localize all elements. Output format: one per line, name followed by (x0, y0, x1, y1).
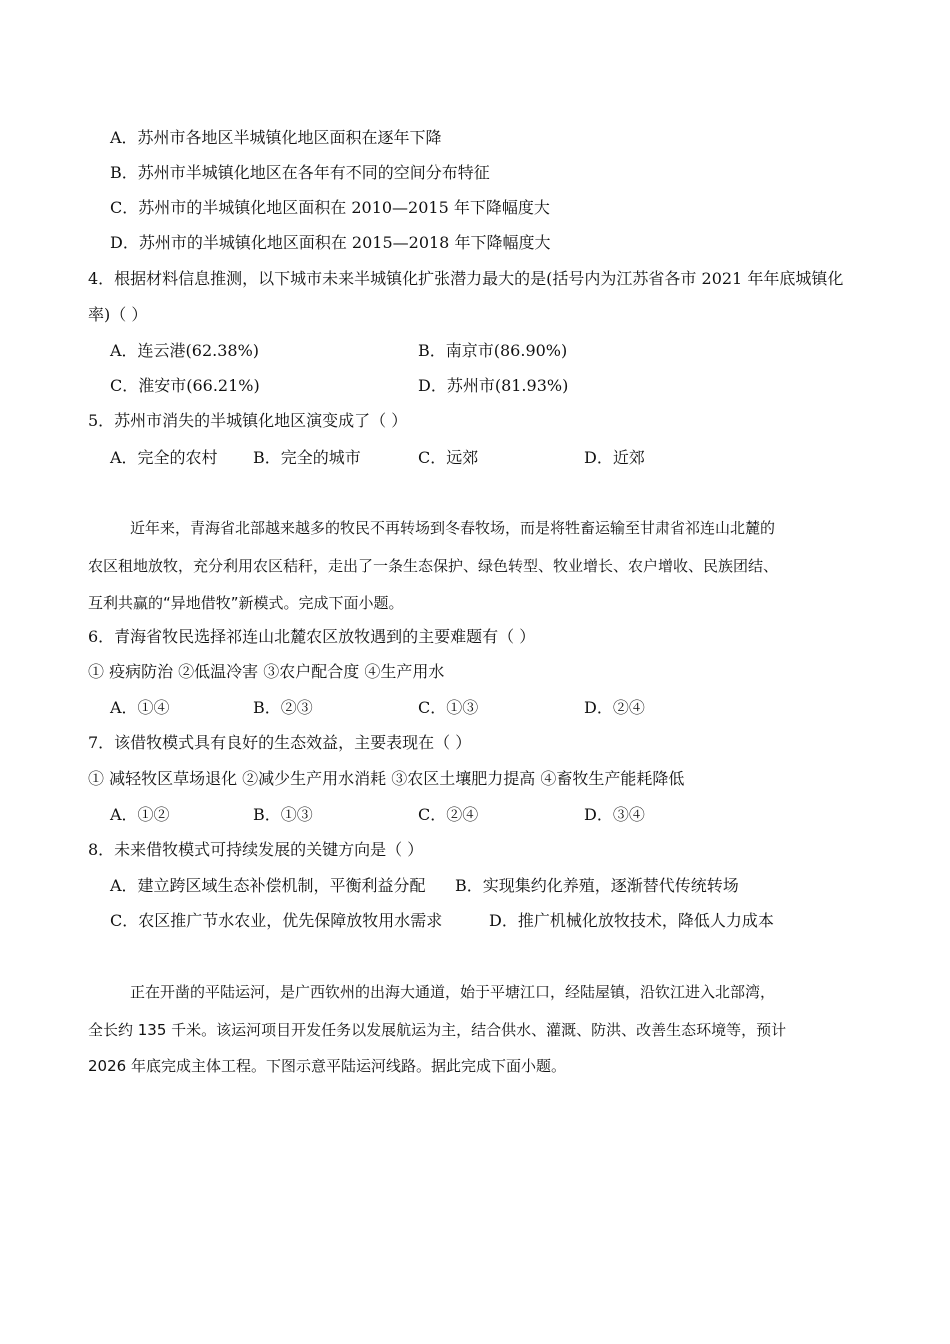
q6-option-c: C．①③ (418, 698, 479, 717)
q4-stem: 4．根据材料信息推测，以下城市未来半城镇化扩张潜力最大的是(括号内为江苏省各市 2021 年年底城镇化 (88, 269, 844, 288)
passage2-line-2: 全长约 135 千米。该运河项目开发任务以发展航运为主，结合供水、灌溉、防洪、改善生态环境等，预计 (88, 1021, 787, 1039)
q7-option-a: A．①② (110, 805, 170, 824)
q7-items: ① 减轻牧区草场退化 ②减少生产用水消耗 ③农区土壤肥力提高 ④畜牧生产能耗降低 (88, 769, 685, 788)
passage2-line-1: 正在开凿的平陆运河，是广西钦州的出海大通道，始于平塘江口，经陆屋镇，沿钦江进入北部湾， (130, 983, 776, 1001)
q7-option-d: D．③④ (584, 805, 645, 824)
q5-option-d: D．近郊 (584, 448, 645, 467)
passage2-line-3: 2026 年底完成主体工程。下图示意平陆运河线路。据此完成下面小题。 (88, 1057, 566, 1075)
q4-option-c: C．淮安市(66.21%) (110, 376, 260, 395)
q5-option-a: A．完全的农村 (110, 448, 218, 467)
q5-stem: 5．苏州市消失的半城镇化地区演变成了（ ） (88, 411, 408, 430)
q6-option-b: B．②③ (253, 698, 313, 717)
q6-items: ① 疫病防治 ②低温冷害 ③农户配合度 ④生产用水 (88, 662, 445, 681)
q3-option-a: A．苏州市各地区半城镇化地区面积在逐年下降 (110, 128, 442, 147)
q4-option-d: D．苏州市(81.93%) (418, 376, 569, 395)
q4-option-a: A．连云港(62.38%) (110, 341, 260, 360)
q3-option-d: D．苏州市的半城镇化地区面积在 2015—2018 年下降幅度大 (110, 233, 551, 252)
q8-stem: 8．未来借牧模式可持续发展的关键方向是（ ） (88, 840, 424, 859)
q8-option-b: B．实现集约化养殖，逐渐替代传统转场 (455, 876, 739, 895)
q5-option-b: B．完全的城市 (253, 448, 361, 467)
q5-option-c: C．远郊 (418, 448, 479, 467)
q7-option-b: B．①③ (253, 805, 313, 824)
q6-option-a: A．①④ (110, 698, 170, 717)
q3-option-b: B．苏州市半城镇化地区在各年有不同的空间分布特征 (110, 163, 490, 182)
q4-option-b: B．南京市(86.90%) (418, 341, 568, 360)
q6-option-d: D．②④ (584, 698, 645, 717)
q8-option-a: A．建立跨区域生态补偿机制，平衡利益分配 (110, 876, 426, 895)
q6-stem: 6．青海省牧民选择祁连山北麓农区放牧遇到的主要难题有（ ） (88, 627, 536, 646)
passage1-line-2: 农区租地放牧，充分利用农区秸秆，走出了一条生态保护、绿色转型、牧业增长、农户增收、民族团结、 (88, 557, 779, 575)
q8-option-d: D．推广机械化放牧技术，降低人力成本 (489, 911, 774, 930)
q7-option-c: C．②④ (418, 805, 479, 824)
q4-stem-cont: 率)（ ） (88, 305, 148, 324)
passage1-line-1: 近年来，青海省北部越来越多的牧民不再转场到冬春牧场，而是将牲畜运输至甘肃省祁连山北麓的 (130, 519, 776, 537)
q3-option-c: C．苏州市的半城镇化地区面积在 2010—2015 年下降幅度大 (110, 198, 550, 217)
passage1-line-3: 互利共赢的“异地借牧”新模式。完成下面小题。 (88, 594, 404, 612)
q8-option-c: C．农区推广节水农业，优先保障放牧用水需求 (110, 911, 443, 930)
q7-stem: 7．该借牧模式具有良好的生态效益，主要表现在（ ） (88, 733, 472, 752)
